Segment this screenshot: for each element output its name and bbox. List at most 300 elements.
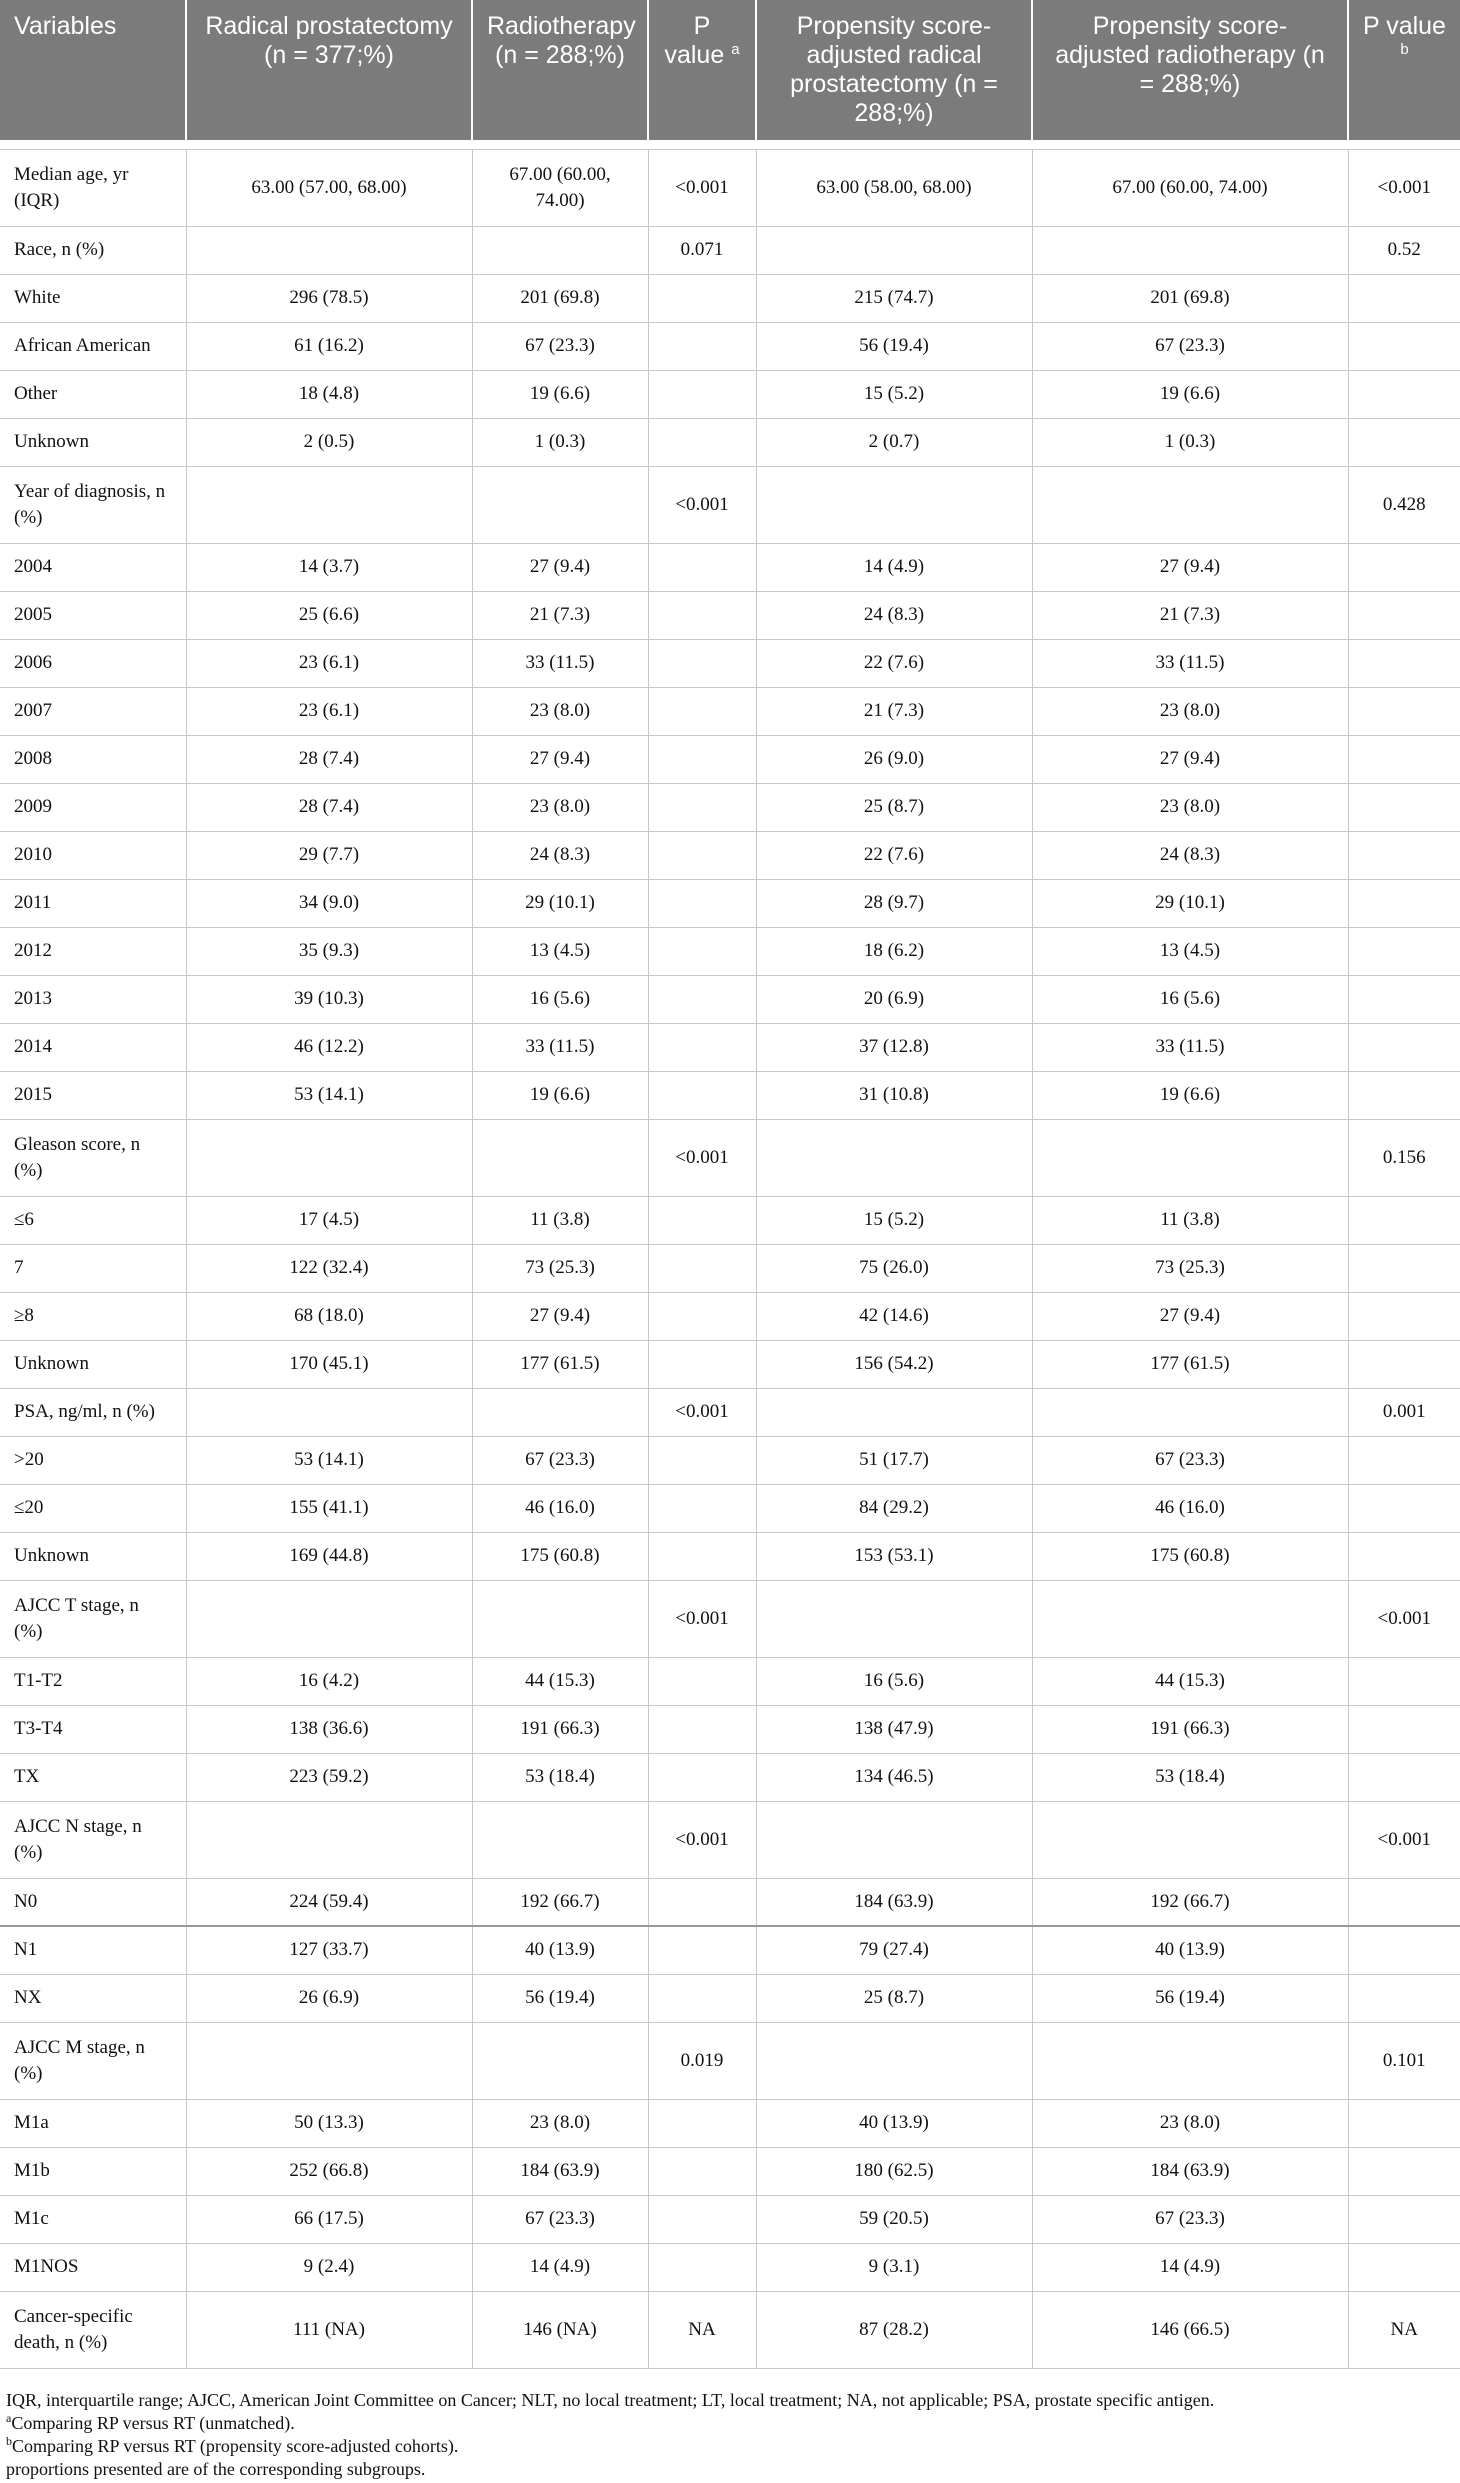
cell-ps-radical-prostatectomy: 22 (7.6) (756, 831, 1032, 879)
table-row (0, 2147, 1460, 2195)
cell-ps-radiotherapy: 23 (8.0) (1032, 783, 1348, 831)
cell-ps-radical-prostatectomy: 42 (14.6) (756, 1292, 1032, 1340)
cell-ps-radiotherapy: 23 (8.0) (1032, 2099, 1348, 2147)
cell-p-value-adjusted (1348, 927, 1460, 975)
cell-radiotherapy: 27 (9.4) (472, 1292, 648, 1340)
cell-ps-radical-prostatectomy: 28 (9.7) (756, 879, 1032, 927)
cell-radiotherapy: 67.00 (60.00, 74.00) (472, 149, 648, 226)
cell-radiotherapy: 27 (9.4) (472, 543, 648, 591)
cell-ps-radical-prostatectomy: 215 (74.7) (756, 274, 1032, 322)
cell-p-value-unmatched (648, 1705, 756, 1753)
table-row (0, 2243, 1460, 2291)
cell-p-value-adjusted (1348, 1878, 1460, 1926)
table-row (0, 149, 1460, 226)
header-row (0, 0, 1460, 140)
table-row (0, 783, 1460, 831)
cell-radical-prostatectomy: 2 (0.5) (186, 418, 472, 466)
cell-ps-radical-prostatectomy: 153 (53.1) (756, 1532, 1032, 1580)
cell-ps-radiotherapy: 24 (8.3) (1032, 831, 1348, 879)
cell-variable: 2015 (0, 1071, 186, 1119)
cell-ps-radical-prostatectomy: 18 (6.2) (756, 927, 1032, 975)
cell-p-value-unmatched: <0.001 (648, 1388, 756, 1436)
cell-p-value-adjusted: <0.001 (1348, 149, 1460, 226)
cell-ps-radical-prostatectomy: 16 (5.6) (756, 1657, 1032, 1705)
cell-radiotherapy: 177 (61.5) (472, 1340, 648, 1388)
cell-p-value-adjusted: 0.156 (1348, 1119, 1460, 1196)
cell-radical-prostatectomy: 224 (59.4) (186, 1878, 472, 1926)
table-header (0, 0, 1460, 140)
cell-ps-radical-prostatectomy: 2 (0.7) (756, 418, 1032, 466)
cell-variable: 2011 (0, 879, 186, 927)
table-row (0, 1801, 1460, 1878)
table-row (0, 2195, 1460, 2243)
cell-ps-radiotherapy: 44 (15.3) (1032, 1657, 1348, 1705)
table-row (0, 1119, 1460, 1196)
cell-ps-radical-prostatectomy: 134 (46.5) (756, 1753, 1032, 1801)
cell-variable: Race, n (%) (0, 226, 186, 274)
cell-radical-prostatectomy: 296 (78.5) (186, 274, 472, 322)
table-row (0, 543, 1460, 591)
cell-ps-radiotherapy: 14 (4.9) (1032, 2243, 1348, 2291)
cell-ps-radiotherapy: 201 (69.8) (1032, 274, 1348, 322)
table-row (0, 1878, 1460, 1926)
cell-ps-radical-prostatectomy (756, 226, 1032, 274)
cell-p-value-adjusted: 0.52 (1348, 226, 1460, 274)
cell-p-value-unmatched (648, 1532, 756, 1580)
table-row (0, 1023, 1460, 1071)
cell-ps-radical-prostatectomy: 184 (63.9) (756, 1878, 1032, 1926)
cell-radical-prostatectomy: 138 (36.6) (186, 1705, 472, 1753)
cell-radiotherapy: 16 (5.6) (472, 975, 648, 1023)
cell-radical-prostatectomy: 155 (41.1) (186, 1484, 472, 1532)
cell-radical-prostatectomy: 111 (NA) (186, 2291, 472, 2368)
table-row (0, 1340, 1460, 1388)
header-p-value-adjusted: P value $^b$ (1348, 0, 1460, 140)
cell-variable: AJCC N stage, n (%) (0, 1801, 186, 1878)
cell-p-value-adjusted (1348, 1340, 1460, 1388)
table-row (0, 1484, 1460, 1532)
cell-ps-radiotherapy: 191 (66.3) (1032, 1705, 1348, 1753)
table-row (0, 466, 1460, 543)
cell-radical-prostatectomy (186, 1801, 472, 1878)
cell-p-value-unmatched (648, 2099, 756, 2147)
cell-radical-prostatectomy: 28 (7.4) (186, 783, 472, 831)
cell-ps-radiotherapy: 67.00 (60.00, 74.00) (1032, 149, 1348, 226)
cell-radiotherapy: 56 (19.4) (472, 1974, 648, 2022)
cell-p-value-unmatched (648, 2243, 756, 2291)
cell-radiotherapy: 23 (8.0) (472, 783, 648, 831)
cell-p-value-adjusted (1348, 591, 1460, 639)
cell-ps-radical-prostatectomy (756, 1119, 1032, 1196)
cell-ps-radiotherapy: 29 (10.1) (1032, 879, 1348, 927)
table-row (0, 1753, 1460, 1801)
footnote-b (6, 2435, 1446, 2458)
cell-p-value-unmatched (648, 1244, 756, 1292)
cell-p-value-adjusted (1348, 1753, 1460, 1801)
cell-p-value-adjusted (1348, 1484, 1460, 1532)
cell-p-value-unmatched: NA (648, 2291, 756, 2368)
cell-variable: African American (0, 322, 186, 370)
cell-ps-radiotherapy: 27 (9.4) (1032, 1292, 1348, 1340)
cell-variable: 2008 (0, 735, 186, 783)
cell-ps-radical-prostatectomy (756, 2022, 1032, 2099)
cell-p-value-unmatched (648, 1974, 756, 2022)
cell-p-value-unmatched (648, 1292, 756, 1340)
cell-p-value-unmatched: <0.001 (648, 1580, 756, 1657)
cell-p-value-unmatched (648, 975, 756, 1023)
cell-radical-prostatectomy: 17 (4.5) (186, 1196, 472, 1244)
cell-variable: 2012 (0, 927, 186, 975)
cell-p-value-unmatched (648, 543, 756, 591)
cell-radiotherapy: 13 (4.5) (472, 927, 648, 975)
cell-p-value-unmatched (648, 1878, 756, 1926)
cell-radiotherapy: 40 (13.9) (472, 1926, 648, 1974)
cell-radical-prostatectomy (186, 2022, 472, 2099)
cell-radical-prostatectomy: 50 (13.3) (186, 2099, 472, 2147)
table-row (0, 1244, 1460, 1292)
cell-radical-prostatectomy: 35 (9.3) (186, 927, 472, 975)
cell-radiotherapy: 67 (23.3) (472, 322, 648, 370)
cell-ps-radical-prostatectomy (756, 1801, 1032, 1878)
cell-p-value-adjusted (1348, 322, 1460, 370)
cell-radical-prostatectomy: 18 (4.8) (186, 370, 472, 418)
cell-p-value-unmatched (648, 639, 756, 687)
cell-p-value-unmatched (648, 927, 756, 975)
cell-ps-radiotherapy: 67 (23.3) (1032, 1436, 1348, 1484)
cell-ps-radiotherapy: 27 (9.4) (1032, 735, 1348, 783)
table-footnotes (6, 2389, 1446, 2481)
cell-ps-radiotherapy: 16 (5.6) (1032, 975, 1348, 1023)
cell-variable: T1-T2 (0, 1657, 186, 1705)
cell-variable: 2010 (0, 831, 186, 879)
cell-radical-prostatectomy (186, 466, 472, 543)
cell-p-value-adjusted: <0.001 (1348, 1580, 1460, 1657)
cell-ps-radiotherapy (1032, 1119, 1348, 1196)
cell-ps-radiotherapy: 56 (19.4) (1032, 1974, 1348, 2022)
cell-p-value-unmatched (648, 783, 756, 831)
table-row (0, 1436, 1460, 1484)
footnote-a-text: Comparing RP versus RT (unmatched). (11, 2413, 295, 2433)
cell-ps-radical-prostatectomy: 59 (20.5) (756, 2195, 1032, 2243)
table-row (0, 879, 1460, 927)
cell-variable: M1a (0, 2099, 186, 2147)
cell-ps-radiotherapy (1032, 1580, 1348, 1657)
cell-ps-radical-prostatectomy: 24 (8.3) (756, 591, 1032, 639)
footnote-a (6, 2412, 1446, 2435)
cell-p-value-adjusted: 0.101 (1348, 2022, 1460, 2099)
cell-variable: Median age, yr (IQR) (0, 149, 186, 226)
cell-ps-radical-prostatectomy: 79 (27.4) (756, 1926, 1032, 1974)
cell-radical-prostatectomy: 61 (16.2) (186, 322, 472, 370)
cell-radiotherapy: 21 (7.3) (472, 591, 648, 639)
table-row (0, 687, 1460, 735)
cell-variable: ≤20 (0, 1484, 186, 1532)
cell-p-value-adjusted (1348, 1023, 1460, 1071)
cell-p-value-unmatched (648, 1484, 756, 1532)
cell-radiotherapy (472, 1580, 648, 1657)
cell-ps-radiotherapy: 19 (6.6) (1032, 1071, 1348, 1119)
cell-radiotherapy: 191 (66.3) (472, 1705, 648, 1753)
cell-ps-radiotherapy: 11 (3.8) (1032, 1196, 1348, 1244)
cell-ps-radical-prostatectomy: 40 (13.9) (756, 2099, 1032, 2147)
table-row (0, 1071, 1460, 1119)
cell-p-value-unmatched (648, 879, 756, 927)
table-row (0, 639, 1460, 687)
table-row (0, 418, 1460, 466)
cell-ps-radiotherapy: 23 (8.0) (1032, 687, 1348, 735)
cell-radiotherapy: 67 (23.3) (472, 2195, 648, 2243)
cell-variable: >20 (0, 1436, 186, 1484)
cell-ps-radical-prostatectomy: 180 (62.5) (756, 2147, 1032, 2195)
cell-p-value-adjusted (1348, 1974, 1460, 2022)
cell-p-value-adjusted (1348, 1244, 1460, 1292)
cell-variable: Year of diagnosis, n (%) (0, 466, 186, 543)
cell-ps-radical-prostatectomy: 22 (7.6) (756, 639, 1032, 687)
cell-ps-radical-prostatectomy: 156 (54.2) (756, 1340, 1032, 1388)
cell-ps-radical-prostatectomy: 75 (26.0) (756, 1244, 1032, 1292)
footnote-a-mark: a (6, 2411, 12, 2425)
table-row (0, 1532, 1460, 1580)
cell-p-value-adjusted (1348, 1436, 1460, 1484)
cell-ps-radical-prostatectomy: 63.00 (58.00, 68.00) (756, 149, 1032, 226)
cell-p-value-adjusted (1348, 831, 1460, 879)
cell-radiotherapy: 14 (4.9) (472, 2243, 648, 2291)
table-row (0, 2099, 1460, 2147)
cell-p-value-adjusted (1348, 975, 1460, 1023)
cell-p-value-adjusted (1348, 370, 1460, 418)
cell-p-value-adjusted (1348, 1532, 1460, 1580)
header-ps-radiotherapy: Propensity score-adjusted radiotherapy (n = 288;%) (1032, 0, 1348, 140)
cell-variable: TX (0, 1753, 186, 1801)
table-row (0, 274, 1460, 322)
cell-radiotherapy: 73 (25.3) (472, 1244, 648, 1292)
cell-radiotherapy: 67 (23.3) (472, 1436, 648, 1484)
cell-ps-radiotherapy (1032, 1801, 1348, 1878)
table-row (0, 1974, 1460, 2022)
cell-p-value-adjusted (1348, 2243, 1460, 2291)
table-row (0, 2022, 1460, 2099)
cell-radical-prostatectomy: 66 (17.5) (186, 2195, 472, 2243)
cell-p-value-adjusted (1348, 687, 1460, 735)
cell-ps-radiotherapy: 21 (7.3) (1032, 591, 1348, 639)
cell-variable: AJCC M stage, n (%) (0, 2022, 186, 2099)
cell-radiotherapy (472, 1119, 648, 1196)
cell-radiotherapy: 19 (6.6) (472, 370, 648, 418)
table-row (0, 1292, 1460, 1340)
table-row (0, 1705, 1460, 1753)
cell-ps-radiotherapy: 67 (23.3) (1032, 322, 1348, 370)
cell-p-value-unmatched (648, 322, 756, 370)
cell-variable: 2006 (0, 639, 186, 687)
cell-radical-prostatectomy: 68 (18.0) (186, 1292, 472, 1340)
cell-p-value-adjusted (1348, 1926, 1460, 1974)
cell-ps-radical-prostatectomy: 25 (8.7) (756, 783, 1032, 831)
cell-radiotherapy: 23 (8.0) (472, 687, 648, 735)
cell-radical-prostatectomy: 26 (6.9) (186, 1974, 472, 2022)
cell-ps-radiotherapy: 53 (18.4) (1032, 1753, 1348, 1801)
cell-ps-radiotherapy (1032, 226, 1348, 274)
cell-ps-radical-prostatectomy: 87 (28.2) (756, 2291, 1032, 2368)
cell-p-value-unmatched: 0.019 (648, 2022, 756, 2099)
cell-radical-prostatectomy: 23 (6.1) (186, 687, 472, 735)
cell-radical-prostatectomy: 25 (6.6) (186, 591, 472, 639)
cell-p-value-adjusted (1348, 1071, 1460, 1119)
cell-variable: 2013 (0, 975, 186, 1023)
cell-ps-radical-prostatectomy: 21 (7.3) (756, 687, 1032, 735)
cell-ps-radiotherapy: 177 (61.5) (1032, 1340, 1348, 1388)
cell-variable: M1NOS (0, 2243, 186, 2291)
table-row (0, 1580, 1460, 1657)
cell-p-value-adjusted (1348, 1292, 1460, 1340)
cell-radiotherapy (472, 226, 648, 274)
cell-variable: NX (0, 1974, 186, 2022)
cell-p-value-adjusted (1348, 274, 1460, 322)
cell-radical-prostatectomy: 14 (3.7) (186, 543, 472, 591)
cell-ps-radiotherapy: 33 (11.5) (1032, 639, 1348, 687)
cell-p-value-adjusted (1348, 2147, 1460, 2195)
cell-p-value-unmatched (648, 831, 756, 879)
cell-ps-radiotherapy: 40 (13.9) (1032, 1926, 1348, 1974)
table-row (0, 322, 1460, 370)
cell-radical-prostatectomy: 39 (10.3) (186, 975, 472, 1023)
table-row (0, 831, 1460, 879)
cell-variable: AJCC T stage, n (%) (0, 1580, 186, 1657)
cell-radical-prostatectomy (186, 1580, 472, 1657)
cell-p-value-adjusted (1348, 2099, 1460, 2147)
cell-radiotherapy: 23 (8.0) (472, 2099, 648, 2147)
cell-variable: PSA, ng/ml, n (%) (0, 1388, 186, 1436)
table-row (0, 226, 1460, 274)
cell-radiotherapy: 201 (69.8) (472, 274, 648, 322)
cell-p-value-adjusted (1348, 1657, 1460, 1705)
table-row (0, 591, 1460, 639)
cell-variable: M1b (0, 2147, 186, 2195)
table-row (0, 735, 1460, 783)
cell-variable: Unknown (0, 418, 186, 466)
cell-variable: Other (0, 370, 186, 418)
cell-ps-radical-prostatectomy: 37 (12.8) (756, 1023, 1032, 1071)
cell-p-value-unmatched: <0.001 (648, 149, 756, 226)
cell-p-value-unmatched (648, 418, 756, 466)
footnote-abbreviations: IQR, interquartile range; AJCC, American Joint Committee on Cancer; NLT, no local treatment; LT, local treatment; NA, not applicable; PSA, prostate specific antigen. (6, 2390, 1215, 2410)
footnote-c: proportions presented are of the corresponding subgroups. (6, 2459, 426, 2479)
cell-radical-prostatectomy: 169 (44.8) (186, 1532, 472, 1580)
cell-variable: ≤6 (0, 1196, 186, 1244)
cell-ps-radical-prostatectomy: 51 (17.7) (756, 1436, 1032, 1484)
cell-radical-prostatectomy: 252 (66.8) (186, 2147, 472, 2195)
header-spacer-cell (0, 140, 1460, 149)
table-row (0, 2291, 1460, 2368)
cell-radiotherapy: 184 (63.9) (472, 2147, 648, 2195)
cell-radiotherapy: 192 (66.7) (472, 1878, 648, 1926)
cell-radical-prostatectomy: 53 (14.1) (186, 1071, 472, 1119)
cell-variable: 2005 (0, 591, 186, 639)
table-row (0, 1388, 1460, 1436)
cell-ps-radiotherapy: 19 (6.6) (1032, 370, 1348, 418)
cell-radical-prostatectomy: 34 (9.0) (186, 879, 472, 927)
cell-radiotherapy: 33 (11.5) (472, 639, 648, 687)
cell-p-value-unmatched (648, 1657, 756, 1705)
cell-p-value-unmatched: <0.001 (648, 1119, 756, 1196)
cell-variable: ≥8 (0, 1292, 186, 1340)
cell-p-value-adjusted: 0.428 (1348, 466, 1460, 543)
cell-variable: Cancer-specific death, n (%) (0, 2291, 186, 2368)
cell-p-value-adjusted (1348, 783, 1460, 831)
cell-p-value-unmatched (648, 2195, 756, 2243)
cell-p-value-unmatched (648, 1196, 756, 1244)
footnote-b-mark: b (6, 2434, 12, 2448)
header-radiotherapy: Radiotherapy (n = 288;%) (472, 0, 648, 140)
cell-p-value-adjusted (1348, 543, 1460, 591)
cell-radical-prostatectomy: 23 (6.1) (186, 639, 472, 687)
cell-variable: 2007 (0, 687, 186, 735)
cell-p-value-unmatched (648, 591, 756, 639)
cell-ps-radical-prostatectomy (756, 1580, 1032, 1657)
cell-ps-radiotherapy (1032, 2022, 1348, 2099)
cell-radical-prostatectomy: 63.00 (57.00, 68.00) (186, 149, 472, 226)
cell-radiotherapy: 11 (3.8) (472, 1196, 648, 1244)
cell-p-value-unmatched (648, 1340, 756, 1388)
cell-p-value-adjusted: NA (1348, 2291, 1460, 2368)
table-row (0, 370, 1460, 418)
header-variables: Variables (0, 0, 186, 140)
cell-ps-radical-prostatectomy: 56 (19.4) (756, 322, 1032, 370)
cell-ps-radical-prostatectomy: 26 (9.0) (756, 735, 1032, 783)
header-ps-radical-prostatectomy: Propensity score-adjusted radical prostatectomy (n = 288;%) (756, 0, 1032, 140)
cell-radical-prostatectomy: 127 (33.7) (186, 1926, 472, 1974)
cell-variable: Unknown (0, 1532, 186, 1580)
cell-p-value-unmatched (648, 1071, 756, 1119)
cell-radical-prostatectomy: 46 (12.2) (186, 1023, 472, 1071)
cell-p-value-adjusted: 0.001 (1348, 1388, 1460, 1436)
cell-p-value-unmatched (648, 735, 756, 783)
table-row (0, 1657, 1460, 1705)
cell-ps-radical-prostatectomy: 84 (29.2) (756, 1484, 1032, 1532)
cell-p-value-adjusted (1348, 2195, 1460, 2243)
cell-radical-prostatectomy: 53 (14.1) (186, 1436, 472, 1484)
cell-radiotherapy: 53 (18.4) (472, 1753, 648, 1801)
cell-radical-prostatectomy (186, 226, 472, 274)
cell-p-value-adjusted (1348, 879, 1460, 927)
cell-radiotherapy: 1 (0.3) (472, 418, 648, 466)
cell-radiotherapy (472, 1801, 648, 1878)
cell-radical-prostatectomy: 170 (45.1) (186, 1340, 472, 1388)
cell-radical-prostatectomy: 9 (2.4) (186, 2243, 472, 2291)
cell-p-value-adjusted (1348, 1196, 1460, 1244)
cell-p-value-unmatched (648, 1023, 756, 1071)
cell-p-value-unmatched (648, 1436, 756, 1484)
cell-variable: White (0, 274, 186, 322)
cell-radiotherapy (472, 1388, 648, 1436)
cell-ps-radiotherapy: 146 (66.5) (1032, 2291, 1348, 2368)
cell-radiotherapy: 175 (60.8) (472, 1532, 648, 1580)
cell-p-value-adjusted: <0.001 (1348, 1801, 1460, 1878)
cell-ps-radiotherapy: 73 (25.3) (1032, 1244, 1348, 1292)
cell-ps-radiotherapy: 175 (60.8) (1032, 1532, 1348, 1580)
cell-p-value-adjusted (1348, 1705, 1460, 1753)
cell-variable: 2009 (0, 783, 186, 831)
cell-ps-radical-prostatectomy: 15 (5.2) (756, 1196, 1032, 1244)
cell-radiotherapy: 24 (8.3) (472, 831, 648, 879)
cell-p-value-unmatched (648, 687, 756, 735)
cell-radiotherapy: 29 (10.1) (472, 879, 648, 927)
cell-radiotherapy: 46 (16.0) (472, 1484, 648, 1532)
cell-p-value-unmatched: 0.071 (648, 226, 756, 274)
cell-radical-prostatectomy: 223 (59.2) (186, 1753, 472, 1801)
cell-ps-radical-prostatectomy: 9 (3.1) (756, 2243, 1032, 2291)
cell-variable: Gleason score, n (%) (0, 1119, 186, 1196)
cell-p-value-unmatched: <0.001 (648, 1801, 756, 1878)
